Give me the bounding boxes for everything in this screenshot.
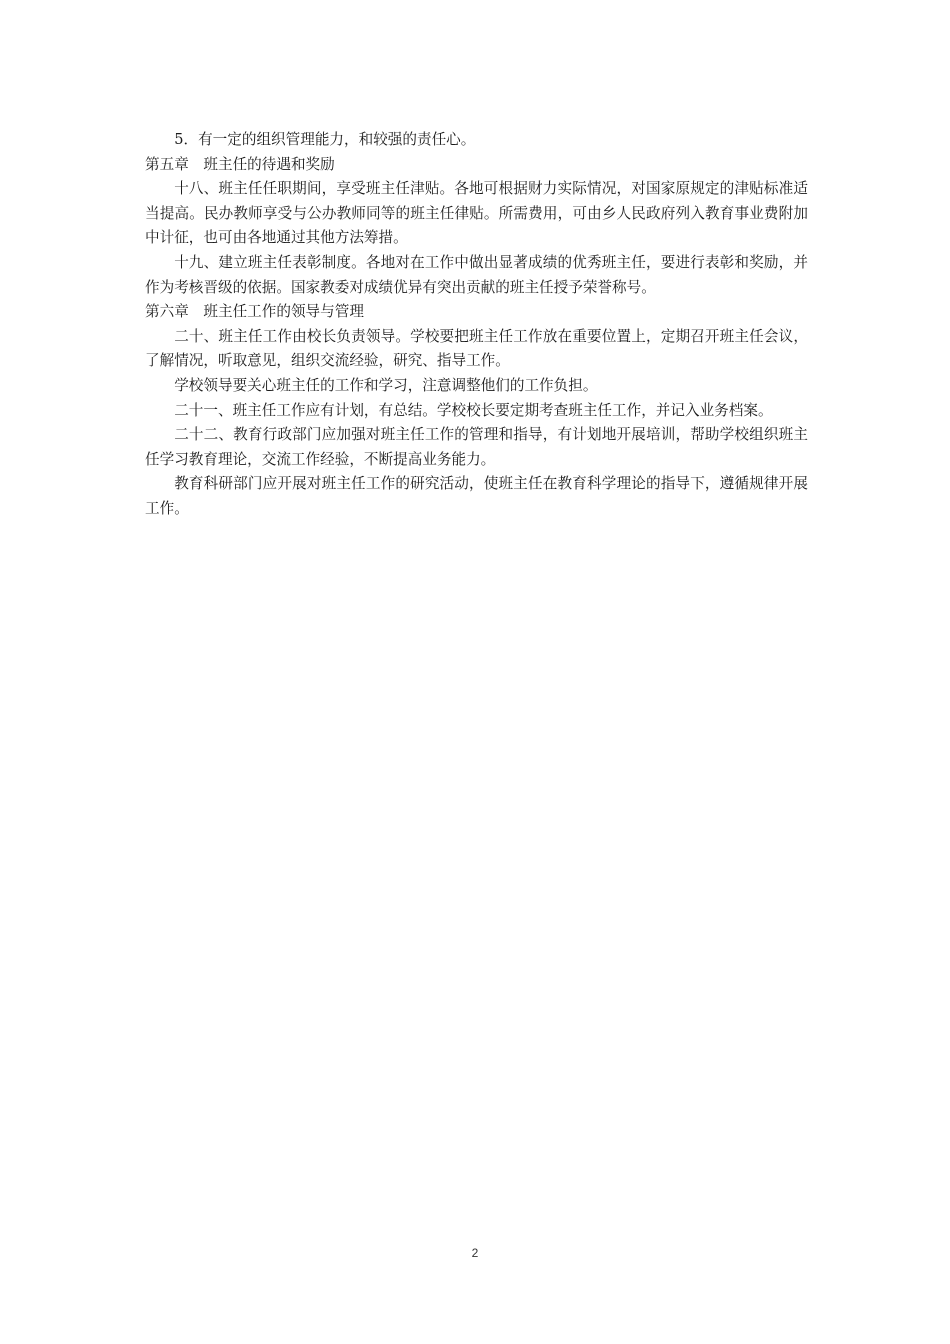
paragraph-article-19: 十九、建立班主任表彰制度。各地对在工作中做出显著成绩的优秀班主任，要进行表彰和奖励，并作为考核晋级的依据。国家教委对成绩优异有突出贡献的班主任授予荣誉称号。 (145, 253, 808, 296)
paragraph-item-5: 5．有一定的组织管理能力，和较强的责任心。 (174, 131, 476, 148)
paragraph-article-22: 二十二、教育行政部门应加强对班主任工作的管理和指导，有计划地开展培训，帮助学校组织班主任学习教育理论，交流工作经验，不断提高业务能力。 (145, 426, 808, 468)
paragraph-article-21: 二十一、班主任工作应有计划，有总结。学校校长要定期考查班主任工作，并记入业务档案。 (174, 401, 773, 419)
chapter-6-heading: 第六章 班主任工作的领导与管理 (145, 303, 364, 321)
document-body (145, 128, 808, 522)
page-number: 2 (471, 1246, 479, 1260)
chapter-5-heading: 第五章 班主任的待遇和奖励 (145, 155, 335, 173)
paragraph-article-20: 二十、班主任工作由校长负责领导。学校要把班主任工作放在重要位置上，定期召开班主任会议，了解情况，听取意见，组织交流经验，研究、指导工作。 (145, 327, 808, 370)
paragraph-article-20-continued: 学校领导要关心班主任的工作和学习，注意调整他们的工作负担。 (174, 376, 598, 394)
paragraph-article-18: 十八、班主任任职期间，享受班主任津贴。各地可根据财力实际情况，对国家原规定的津贴标准适当提高。民办教师享受与公办教师同等的班主任律贴。所需费用，可由乡人民政府列入教育事业费附加中计征，也可由各地通过其他方法筹措。 (145, 180, 808, 247)
paragraph-article-22-continued: 教育科研部门应开展对班主任工作的研究活动，使班主任在教育科学理论的指导下，遵循规律开展工作。 (145, 475, 808, 517)
